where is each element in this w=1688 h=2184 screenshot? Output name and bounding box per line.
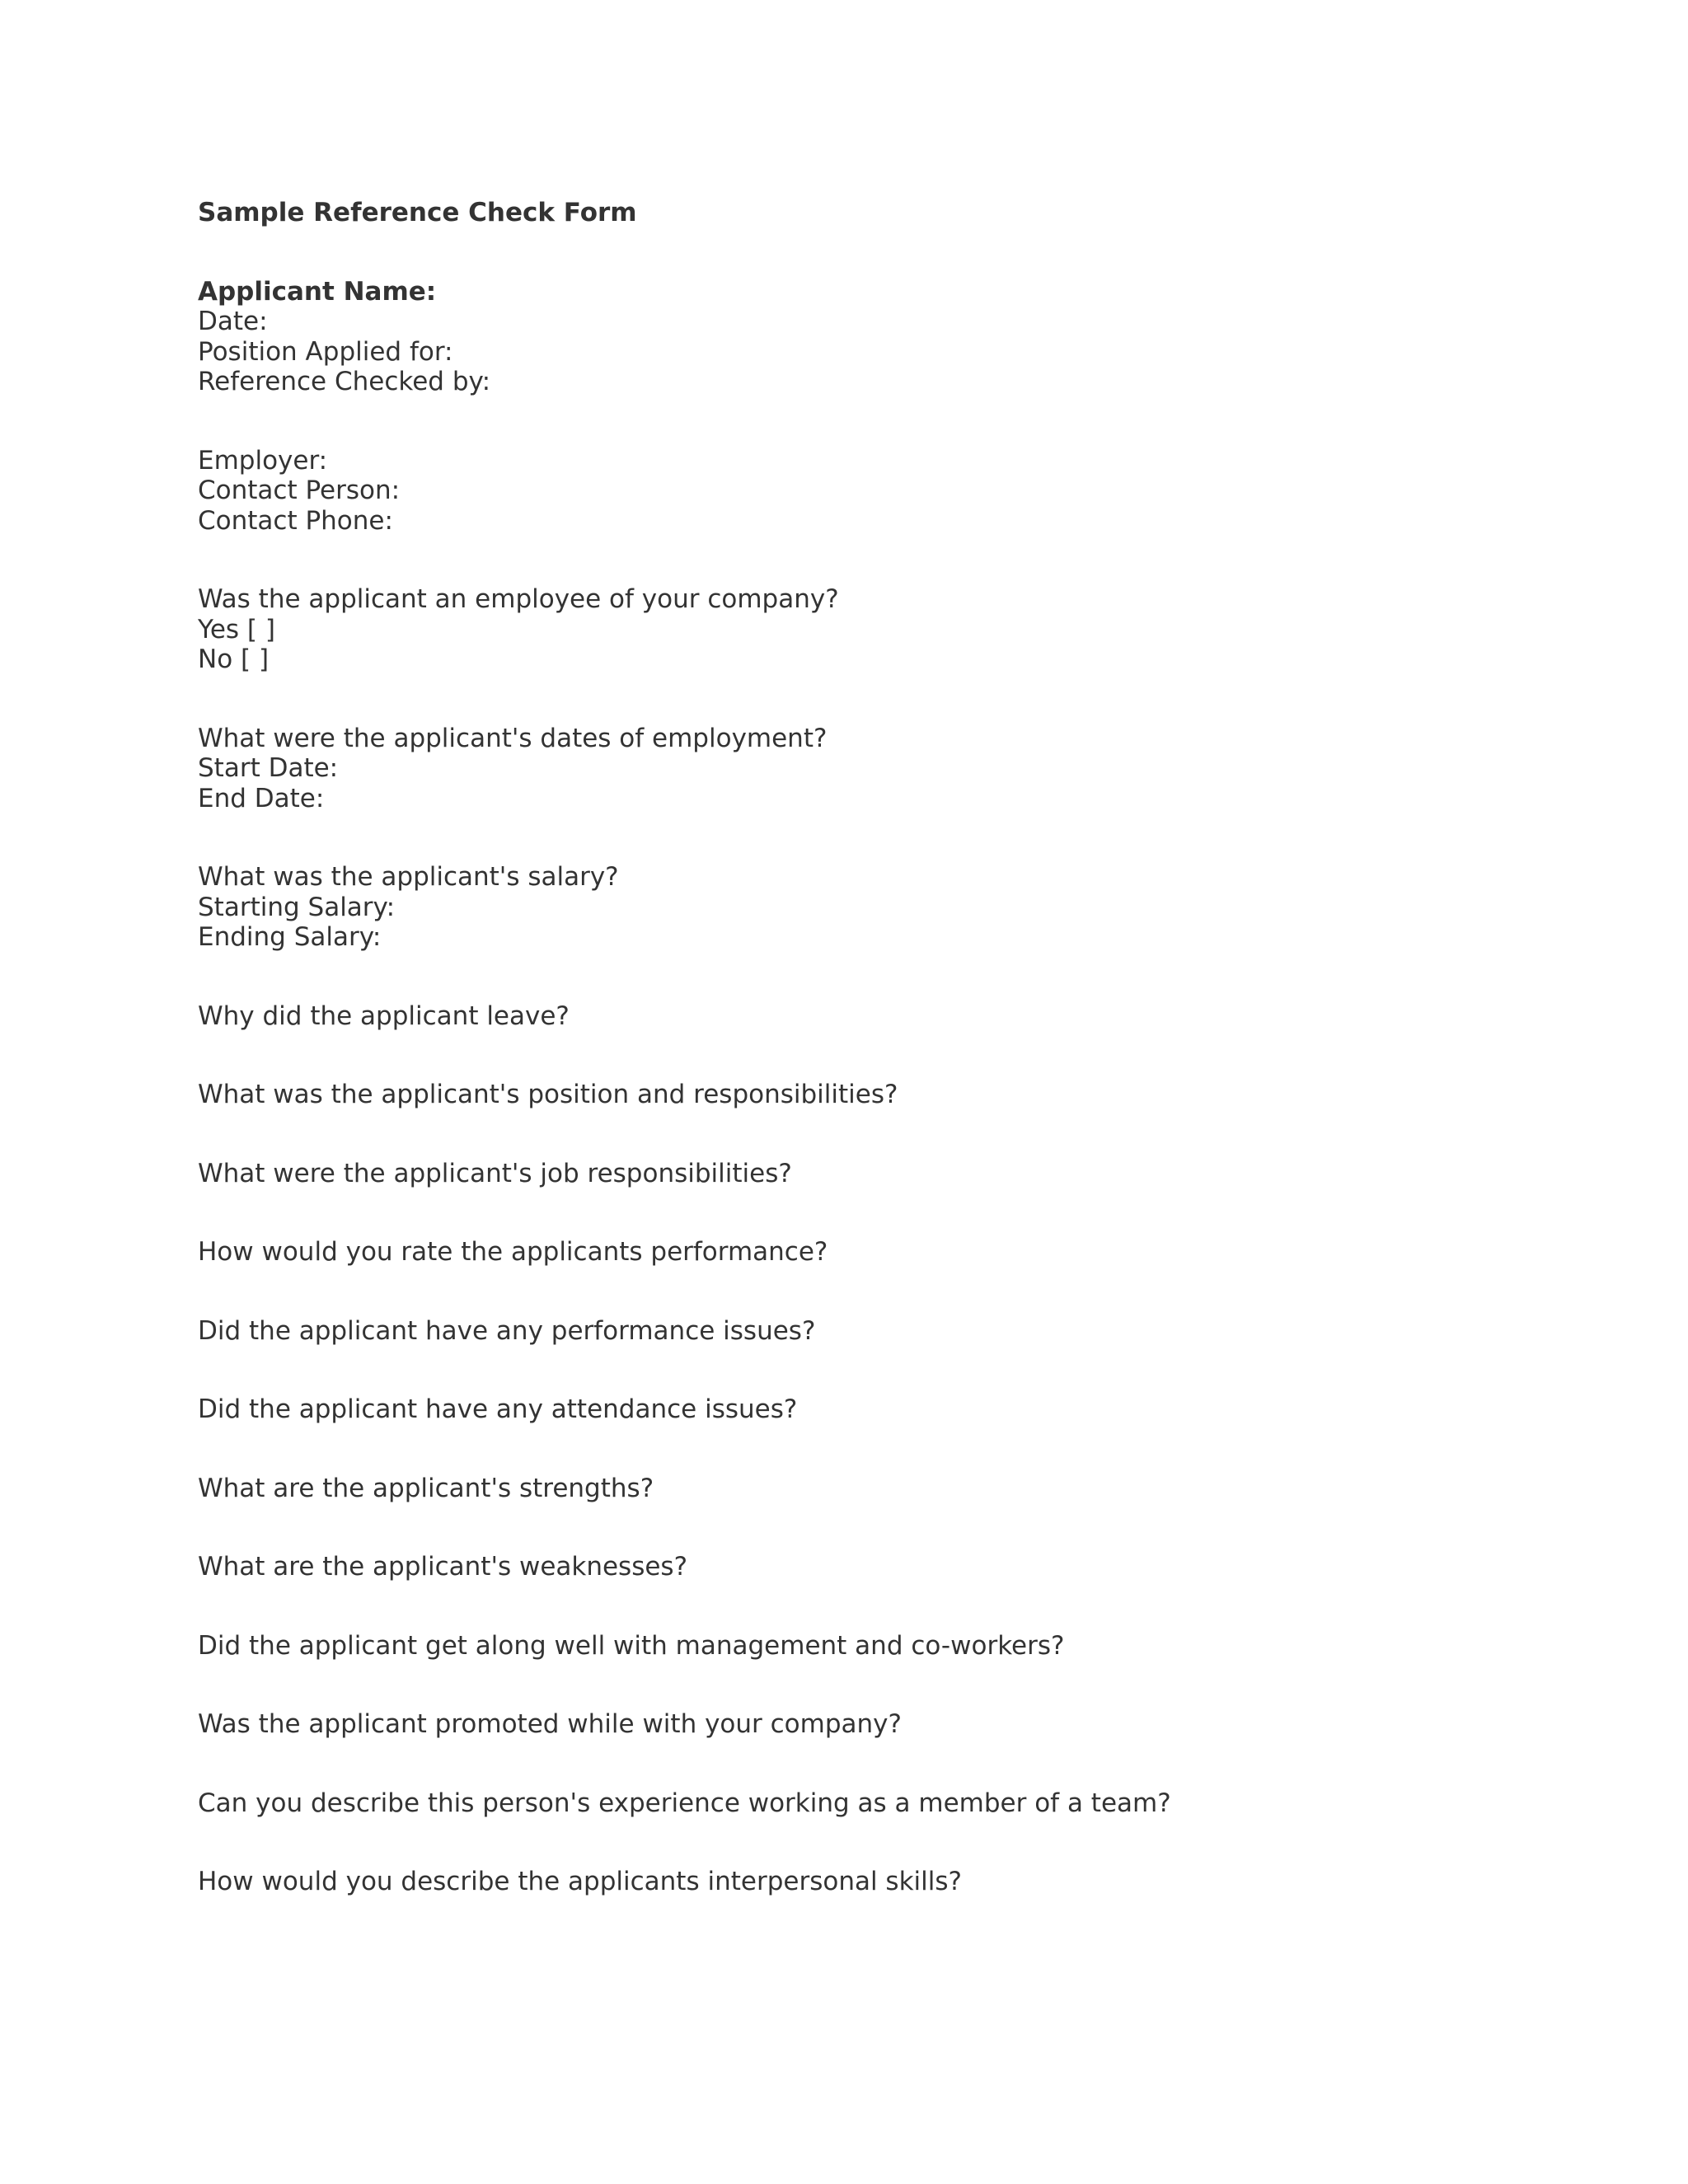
employee-question-block [198,584,1599,675]
question-item [198,1552,1599,1582]
no-option[interactable]: No [ ] [198,644,270,674]
yes-option[interactable]: Yes [ ] [198,614,275,644]
applicant-name-label: Applicant Name: [198,276,437,307]
applicant-info-block [198,277,1599,397]
document-title: Sample Reference Check Form [198,198,637,227]
reference-checked-by-label: Reference Checked by: [198,367,491,396]
salary-block [198,862,1599,953]
date-label: Date: [198,307,268,336]
question-performance-issues: Did the applicant have any performance issues? [198,1315,816,1346]
question-interpersonal-skills: How would you describe the applicants interpersonal skills? [198,1867,962,1896]
question-team-experience: Can you describe this person's experience working as a member of a team? [198,1788,1171,1818]
question-item [198,1080,1599,1110]
start-date-label: Start Date: [198,753,339,783]
employment-dates-question: What were the applicant's dates of employment? [198,723,828,753]
question-leave-reason: Why did the applicant leave? [198,1001,570,1031]
question-item [198,1001,1599,1032]
employee-question: Was the applicant an employee of your company? [198,584,839,614]
question-item [198,1237,1599,1268]
question-position-responsibilities: What was the applicant's position and responsibilities? [198,1080,898,1109]
question-item [198,1631,1599,1661]
question-strengths: What are the applicant's strengths? [198,1473,654,1503]
question-item [198,1709,1599,1740]
contact-person-label: Contact Person: [198,476,401,505]
question-attendance-issues: Did the applicant have any attendance issues? [198,1394,798,1424]
question-item [198,1316,1599,1347]
position-applied-label: Position Applied for: [198,336,453,367]
question-job-responsibilities: What were the applicant's job responsibilities? [198,1158,792,1188]
question-performance-rating: How would you rate the applicants performance? [198,1237,828,1267]
question-get-along: Did the applicant get along well with management and co-workers? [198,1630,1065,1661]
question-item [198,1474,1599,1504]
end-date-label: End Date: [198,783,325,813]
question-weaknesses: What are the applicant's weaknesses? [198,1552,688,1582]
question-item [198,1788,1599,1819]
starting-salary-label: Starting Salary: [198,892,396,922]
document-content [198,198,1599,1946]
question-promoted: Was the applicant promoted while with your company? [198,1709,902,1739]
ending-salary-label: Ending Salary: [198,922,382,952]
salary-question: What was the applicant's salary? [198,862,619,892]
question-item [198,1394,1599,1425]
employer-label: Employer: [198,445,328,476]
employment-dates-block [198,724,1599,814]
question-item [198,1159,1599,1189]
employer-info-block [198,446,1599,537]
question-item [198,1867,1599,1897]
contact-phone-label: Contact Phone: [198,505,393,536]
